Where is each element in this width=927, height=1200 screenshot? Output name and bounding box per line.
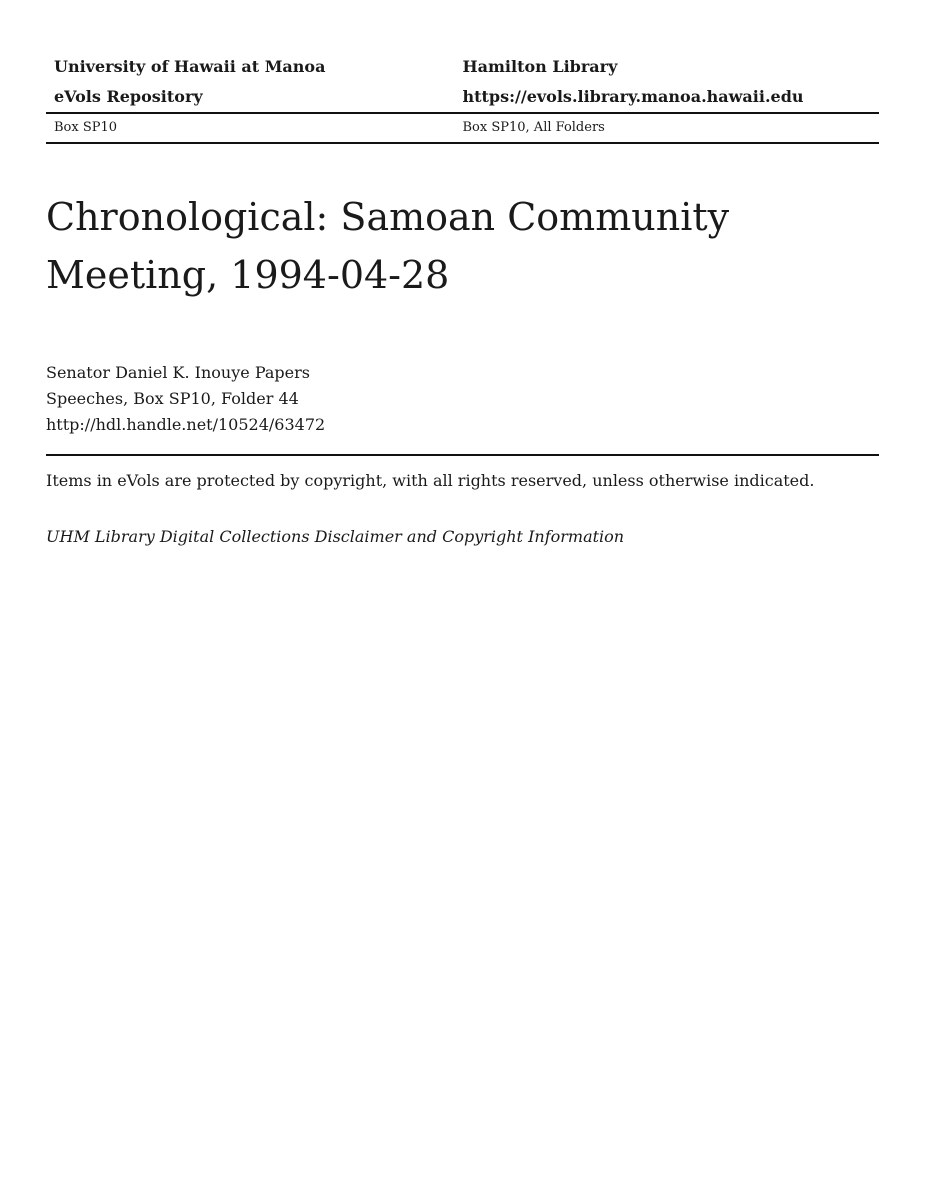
header-right-column (463, 52, 872, 112)
disclaimer-link[interactable]: UHM Library Digital Collections Disclaimer and Copyright Information (46, 527, 625, 546)
header-box-row (46, 114, 879, 142)
item-metadata (46, 360, 325, 438)
repository-url[interactable]: https://evols.library.manoa.hawaii.edu (462, 87, 804, 106)
section-divider (46, 454, 879, 456)
header-rule-bottom (46, 142, 879, 144)
header-left-column (54, 52, 463, 112)
document-header (46, 52, 879, 144)
document-title: Chronological: Samoan Community Meeting, 1994-04-28 (46, 195, 730, 297)
header-top-row (46, 52, 879, 112)
folder-location: Speeches, Box SP10, Folder 44 (46, 389, 299, 408)
box-label: Box SP10 (54, 120, 118, 135)
institution-name: University of Hawaii at Manoa (54, 57, 326, 76)
repository-name: eVols Repository (54, 87, 203, 106)
copyright-notice: Items in eVols are protected by copyright, with all rights reserved, unless otherwise indicated. (46, 471, 815, 490)
collection-name: Senator Daniel K. Inouye Papers (46, 363, 310, 382)
box-folders-label: Box SP10, All Folders (462, 120, 605, 135)
handle-link[interactable]: http://hdl.handle.net/10524/63472 (46, 415, 326, 434)
library-name: Hamilton Library (462, 57, 618, 76)
